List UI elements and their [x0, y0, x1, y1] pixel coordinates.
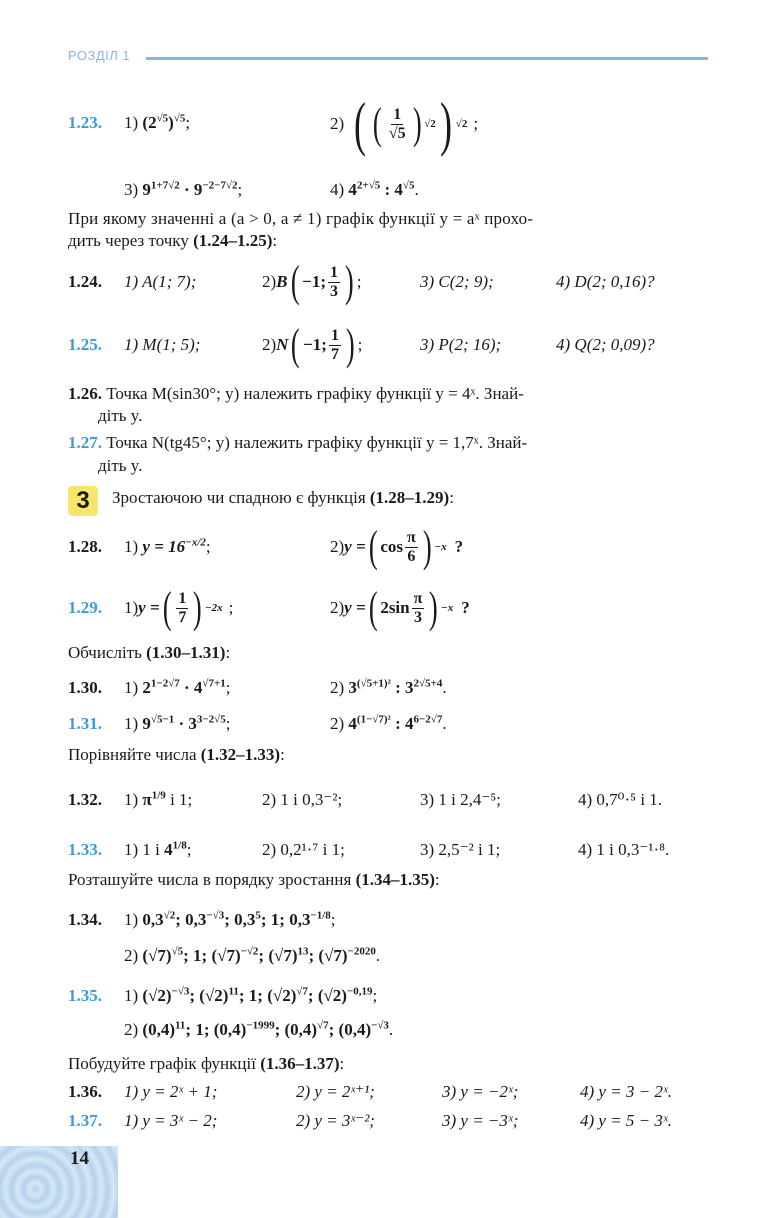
exponent: (1−√7)² — [356, 713, 391, 726]
exercise-number: 1.32. — [68, 790, 102, 809]
fraction: $\frac{\pi}{6}$ — [406, 528, 416, 565]
exercise-1-37-item-4: 4) y = 5 − 3ˣ. — [580, 1111, 672, 1130]
exercise-1-28-item-1: 1) $y = 16^{-x/2}$; — [124, 536, 211, 556]
exponent: √5 — [173, 112, 186, 125]
exercise-1-31 — [68, 714, 102, 734]
exponent: 6−2√7 — [413, 713, 443, 726]
exponent: (√5+1)² — [356, 677, 391, 690]
item-label: 2) — [330, 114, 345, 133]
item-label: 3) — [124, 180, 139, 199]
exponent: 2√5+4 — [413, 677, 443, 690]
exercise-number: 1.36. — [68, 1082, 102, 1101]
exercise-1-33-item-3: 3) 2,5⁻² і 1; — [420, 840, 501, 859]
exercise-1-26-cont: діть y. — [98, 406, 143, 425]
exercise-1-25-item-3: 3) P(2; 16); — [420, 335, 502, 354]
fraction: $\frac{1}{7}$ — [178, 589, 187, 626]
exercise-1-34-item-1: 1) $0,3^{√2}$; $0,3^{-√3}$; $0,3^5$; 1; $0,3^{-1/8}$; — [124, 909, 336, 929]
exercise-number: 1.30. — [68, 678, 102, 697]
instruction-text: Розташуйте числа в порядку зростання (1.34–1.35): — [68, 870, 440, 889]
exercise-1-35-item-1: 1) $(√2)^{-√3}$; $(√2)^{11}$; 1; $(√2)^{√7}$; $(√2)^{-0,19}$; — [124, 985, 378, 1005]
exponent: 1/9 — [151, 789, 166, 802]
exercise-1-36-item-2: 2) y = 2ˣ⁺¹; — [296, 1082, 375, 1101]
item-label: 1) — [124, 113, 139, 132]
exercise-1-23-item-1 — [124, 113, 190, 133]
header-rule — [146, 57, 708, 60]
exponent: −2−7√2 — [202, 179, 238, 192]
exercise-1-33-item-4: 4) 1 і 0,3⁻¹·⁸. — [578, 840, 670, 859]
exercise-number: 1.26. — [68, 384, 102, 403]
exercise-1-37-item-2: 2) y = 3ˣ⁻²; — [296, 1111, 375, 1130]
section-header: РОЗДІЛ 1 — [68, 48, 131, 63]
fraction: $\frac{1}{3}$ — [330, 263, 339, 300]
exercise-1-25-item-2: 2) N ( −1; $\frac{1}{7}$ ) ; — [262, 320, 363, 369]
exercise-1-35 — [68, 986, 102, 1006]
exercise-1-29-item-1: 1) y = ( $\frac{1}{7}$ ) −2x ; — [124, 583, 234, 632]
exercise-1-34-item-2: 2) $(√7)^{√5}$; 1; $(√7)^{-√2}$; $(√7)^{13}$; $(√7)^{-2020}$. — [124, 945, 381, 965]
exercise-1-37 — [68, 1111, 102, 1131]
instruction-text: Обчисліть (1.30–1.31): — [68, 643, 231, 662]
exercise-1-29 — [68, 598, 102, 618]
exercise-1-31-item-1: 1) $9^{√5-1} \cdot 3^{3-2√5}$; — [124, 713, 231, 733]
instruction-text: Зростаючою чи спадною є функція (1.28–1.29): — [112, 488, 454, 507]
fraction: $\frac{1}{7}$ — [330, 326, 339, 363]
exponent: −x/2 — [185, 536, 206, 549]
exponent: 1/8 — [172, 839, 187, 852]
instruction-text: При якому значенні a (a > 0, a ≠ 1) графік функції y = aˣ прохо- — [68, 209, 534, 228]
exercise-1-36-item-1: 1) y = 2ˣ + 1; — [124, 1082, 218, 1101]
exercise-number: 1.29. — [68, 598, 102, 617]
exponent: √7+1 — [202, 677, 226, 690]
exponent: √5−1 — [150, 713, 175, 726]
exponent: 1+7√2 — [150, 179, 180, 192]
exercise-text: Точка M(sin30°; y) належить графіку функції y = 4ˣ. Знай- — [102, 384, 524, 403]
exercise-1-24-item-2: 2) B ( −1; $\frac{1}{3}$ ) ; — [262, 257, 362, 306]
exercise-1-27 — [68, 433, 527, 453]
exercise-1-31-item-2: 2) $4^{(1-√7)^2}$ : $4^{6-2√7}$. — [330, 713, 447, 733]
exponent: 1−2√7 — [150, 677, 180, 690]
instruction-text: Побудуйте графік функції (1.36–1.37): — [68, 1054, 345, 1073]
exercise-number: 1.23. — [68, 113, 102, 132]
exercise-1-29-item-2: 2) y = ( 2sin $\frac{\pi}{3}$ ) −x ? — [330, 583, 470, 632]
exercise-1-23 — [68, 113, 102, 133]
exercise-number: 1.37. — [68, 1111, 102, 1130]
exercise-number: 1.31. — [68, 714, 102, 733]
instruction-text-cont: дить через точку (1.24–1.25): — [68, 231, 278, 250]
exercise-1-30 — [68, 678, 102, 698]
exercise-1-25-item-1: 1) M(1; 5); — [124, 335, 201, 354]
exercise-1-30-item-2: 2) $3^{(√5+1)^2}$ : $3^{2√5+4}$. — [330, 677, 447, 697]
exercise-number: 1.35. — [68, 986, 102, 1005]
fraction: $\frac{\pi}{3}$ — [413, 589, 423, 626]
decorative-corner-pattern — [0, 1146, 118, 1218]
exercise-number: 1.34. — [68, 910, 102, 929]
exponent: 3−2√5 — [196, 713, 226, 726]
exercise-1-33-item-1: 1) 1 і $4^{1/8}$; — [124, 839, 192, 859]
exercise-1-23-item-4: 4) $4^{2+√5}$ : $4^{√5}$. — [330, 179, 419, 199]
exercise-number: 1.24. — [68, 272, 102, 291]
punct: ; — [185, 113, 191, 132]
exercise-1-36-item-3: 3) y = −2ˣ; — [442, 1082, 519, 1101]
exercise-number: 1.25. — [68, 335, 102, 354]
exercise-1-35-item-2: 2) $(0,4)^{11}$; 1; $(0,4)^{-1999}$; $(0,4)^{√7}$; $(0,4)^{-√3}$. — [124, 1019, 394, 1039]
exercise-1-23-item-3: 3) $9^{1+7√2} \cdot 9^{-2-7√2}$; — [124, 179, 243, 199]
exercise-1-36 — [68, 1082, 102, 1102]
base: (2 — [142, 113, 157, 132]
exercise-1-32 — [68, 790, 102, 810]
exercise-text: Точка N(tg45°; y) належить графіку функції y = 1,7ˣ. Знай- — [102, 433, 528, 452]
difficulty-level-badge: 3 — [68, 486, 98, 516]
exercise-1-24-item-3: 3) C(2; 9); — [420, 272, 494, 291]
paren: ) — [168, 113, 174, 132]
item-label: 4) — [330, 180, 345, 199]
exercise-1-32-item-3: 3) 1 і 2,4⁻⁵; — [420, 790, 502, 809]
exercise-number: 1.28. — [68, 537, 102, 556]
exponent: √5 — [156, 112, 169, 125]
exercise-number: 1.27. — [68, 433, 102, 452]
exercise-1-25 — [68, 335, 102, 355]
fraction: $\frac{1}{√5}$ — [388, 105, 406, 142]
exercise-1-34 — [68, 910, 102, 930]
exercise-1-32-item-2: 2) 1 і 0,3⁻²; — [262, 790, 343, 809]
exercise-1-24 — [68, 272, 102, 292]
instruction-text: Порівняйте числа (1.32–1.33): — [68, 745, 285, 764]
exercise-1-28 — [68, 537, 102, 557]
exponent: 2+√5 — [356, 179, 381, 192]
exercise-1-24-item-4: 4) D(2; 0,16)? — [556, 272, 655, 291]
exercise-1-37-item-3: 3) y = −3ˣ; — [442, 1111, 519, 1130]
exercise-1-24-item-1: 1) A(1; 7); — [124, 272, 197, 291]
exercise-1-27-cont: діть y. — [98, 456, 143, 475]
exercise-1-32-item-1: 1) $\pi^{1/9}$ і 1; — [124, 789, 193, 809]
exercise-1-37-item-1: 1) y = 3ˣ − 2; — [124, 1111, 218, 1130]
exercise-1-33 — [68, 840, 102, 860]
exercise-1-32-item-4: 4) 0,7⁰·⁵ і 1. — [578, 790, 663, 809]
punct: ; — [473, 114, 479, 133]
exercise-1-23-item-2: 2) ( ( $\frac{1}{√5}$ ) √2 ) √2 ; — [330, 91, 479, 157]
exercise-1-26 — [68, 384, 524, 404]
exercise-1-33-item-2: 2) 0,2¹·⁷ і 1; — [262, 840, 345, 859]
exercise-1-36-item-4: 4) y = 3 − 2ˣ. — [580, 1082, 672, 1101]
exercise-1-25-item-4: 4) Q(2; 0,09)? — [556, 335, 655, 354]
exercise-1-30-item-1: 1) $2^{1-2√7} \cdot 4^{√7+1}$; — [124, 677, 231, 697]
exercise-1-28-item-2: 2) y = ( cos $\frac{\pi}{6}$ ) −x ? — [330, 522, 464, 571]
exercise-number: 1.33. — [68, 840, 102, 859]
page-number: 14 — [70, 1148, 89, 1169]
exponent: √5 — [402, 179, 415, 192]
